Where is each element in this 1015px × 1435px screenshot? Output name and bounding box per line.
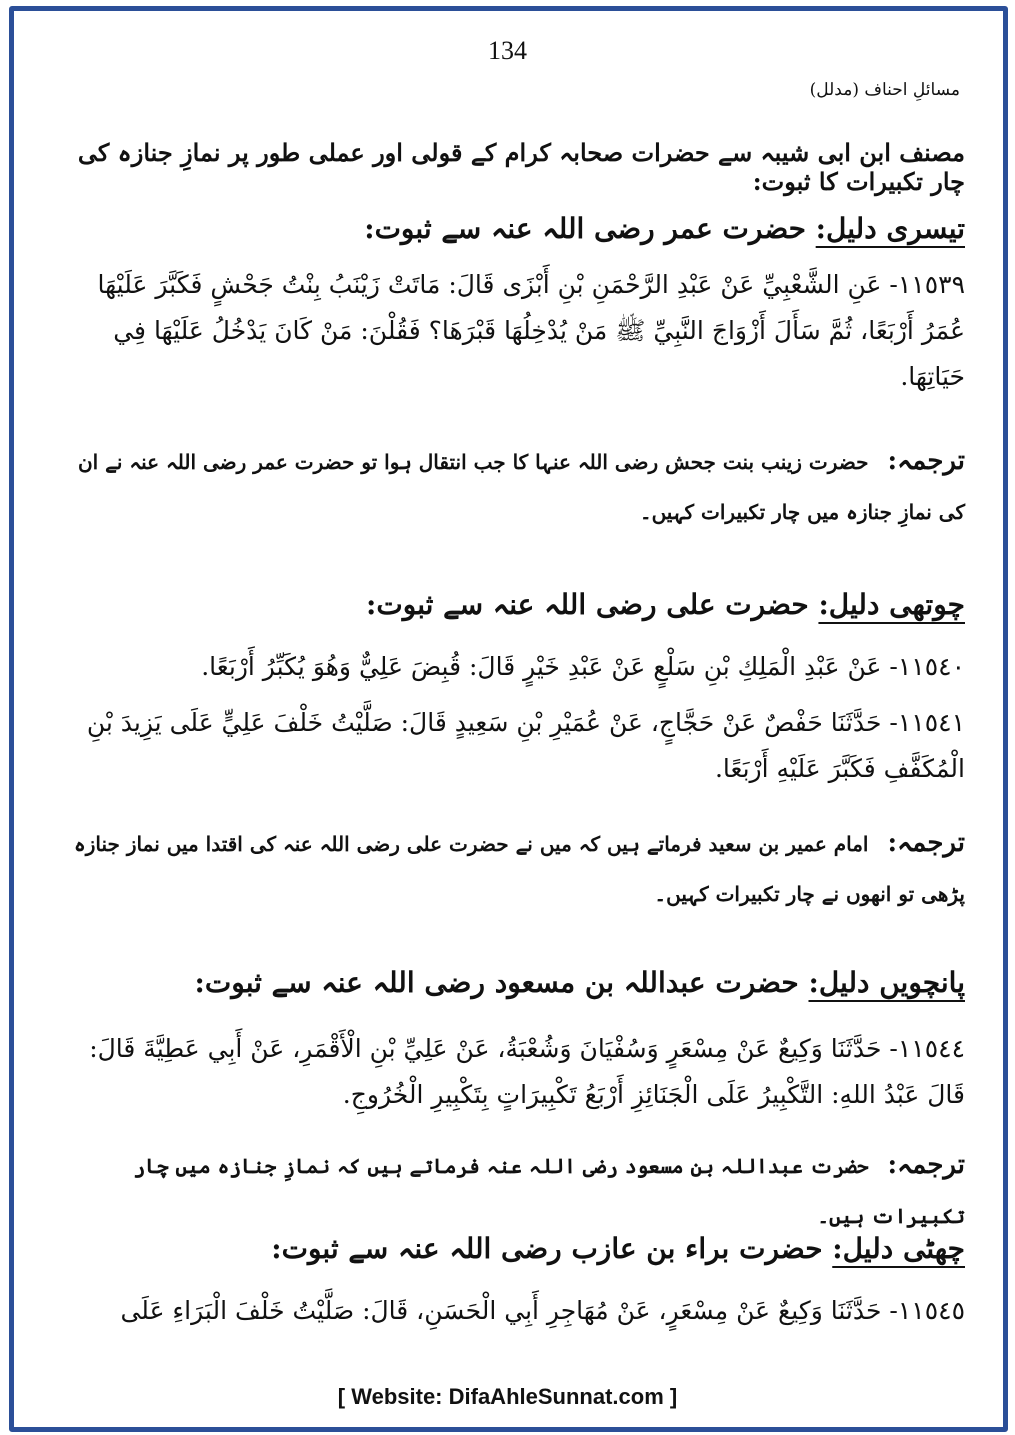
tarjuma-label: ترجمہ: — [887, 446, 965, 476]
daleel-title: حضرت علی رضی اللہ عنہ سے ثبوت: — [366, 588, 809, 621]
hadith-text: ١١٥٣٩- عَنِ الشَّعْبِيِّ عَنْ عَبْدِ الرَّحْمَنِ بْنِ أَبْزَى قَالَ: مَاتَتْ زَيْنَبُ بِنْتُ جَحْشٍ فَكَبَّرَ عَلَيْهَا عُمَرُ أَرْبَعًا، ثُمَّ سَأَلَ أَزْوَاجَ النَّبِيِّ ﷺ مَنْ يُدْخِلُهَا قَبْرَهَا؟ فَقُلْنَ: مَنْ كَانَ يَدْخُلُ عَلَيْهَا فِي حَيَاتِهَا. — [97, 270, 965, 391]
daleel-title: حضرت عبداللہ بن مسعود رضی اللہ عنہ سے ثبوت: — [194, 966, 799, 999]
daleel-label: پانچویں دلیل: — [808, 966, 965, 999]
hadith-text: ١١٥٤٠- عَنْ عَبْدِ الْمَلِكِ بْنِ سَلْعٍ عَنْ عَبْدِ خَيْرٍ قَالَ: قُبِضَ عَلِيٌّ وَهُوَ يُكَبِّرُ أَرْبَعًا. — [201, 652, 965, 681]
book-title: مسائلِ احناف (مدلل) — [809, 80, 960, 100]
section-heading — [50, 966, 965, 999]
hadith-text: ١١٥٤٤- حَدَّثَنَا وَكِيعٌ عَنْ مِسْعَرٍ وَسُفْيَانَ وَشُعْبَةُ، عَنْ عَلِيِّ بْنِ الْأَقْمَرِ، عَنْ أَبِي عَطِيَّةَ قَالَ: قَالَ عَبْدُ اللهِ: التَّكْبِيرُ عَلَى الْجَنَائِزِ أَرْبَعُ تَكْبِيرَاتٍ بِتَكْبِيرِ الْخُرُوجِ. — [89, 1034, 965, 1109]
daleel-title: حضرت عمر رضی اللہ عنہ سے ثبوت: — [364, 212, 806, 245]
page-number: 134 — [488, 36, 527, 65]
daleel-label: تیسری دلیل: — [815, 212, 965, 245]
section-heading — [50, 1232, 965, 1265]
tarjuma-text: حضرت عبداللہ بن مسعود رضی اللہ عنہ فرماتے ہیں کہ نمازِ جنازہ میں چار تکبیرات ہیں۔ — [133, 1154, 965, 1228]
section-heading — [50, 588, 965, 621]
main-heading: مصنف ابن ابی شیبہ سے حضرات صحابہ کرام کے قولی اور عملی طور پر نمازِ جنازہ کی چار تکبیرات کا ثبوت: — [77, 138, 965, 196]
website-footer: [ Website: DifaAhleSunnat.com ] — [337, 1384, 678, 1409]
tarjuma-text: امام عمیر بن سعید فرماتے ہیں کہ میں نے حضرت علی رضی اللہ عنہ کی اقتدا میں نماز جنازہ پڑھی تو انھوں نے چار تکبیرات کہیں۔ — [74, 832, 965, 906]
hadith-text: ١١٥٤٥- حَدَّثَنَا وَكِيعٌ عَنْ مِسْعَرٍ، عَنْ مُهَاجِرِ أَبِي الْحَسَنِ، قَالَ: صَلَّيْتُ خَلْفَ الْبَرَاءِ عَلَى — [120, 1296, 965, 1325]
tarjuma-label: ترجمہ: — [887, 828, 965, 858]
section-heading — [50, 212, 965, 245]
tarjuma-paragraph — [50, 436, 965, 537]
daleel-label: چوتھی دلیل: — [818, 588, 965, 621]
tarjuma-text: حضرت زینب بنت جحش رضی اللہ عنہا کا جب انتقال ہوا تو حضرت عمر رضی اللہ عنہ نے ان کی نمازِ جنازہ میں چار تکبیرات کہیں۔ — [77, 450, 965, 524]
daleel-label: چھٹی دلیل: — [832, 1232, 965, 1265]
daleel-title: حضرت براء بن عازب رضی اللہ عنہ سے ثبوت: — [271, 1232, 823, 1265]
tarjuma-paragraph — [50, 818, 965, 919]
tarjuma-label: ترجمہ: — [887, 1150, 965, 1180]
hadith-text: ١١٥٤١- حَدَّثَنَا حَفْصٌ عَنْ حَجَّاجٍ، عَنْ عُمَيْرِ بْنِ سَعِيدٍ قَالَ: صَلَّيْتُ خَلْفَ عَلِيٍّ عَلَى يَزِيدَ بْنِ الْمُكَفَّفِ فَكَبَّرَ عَلَيْهِ أَرْبَعًا. — [86, 708, 965, 783]
tarjuma-paragraph — [50, 1140, 965, 1241]
